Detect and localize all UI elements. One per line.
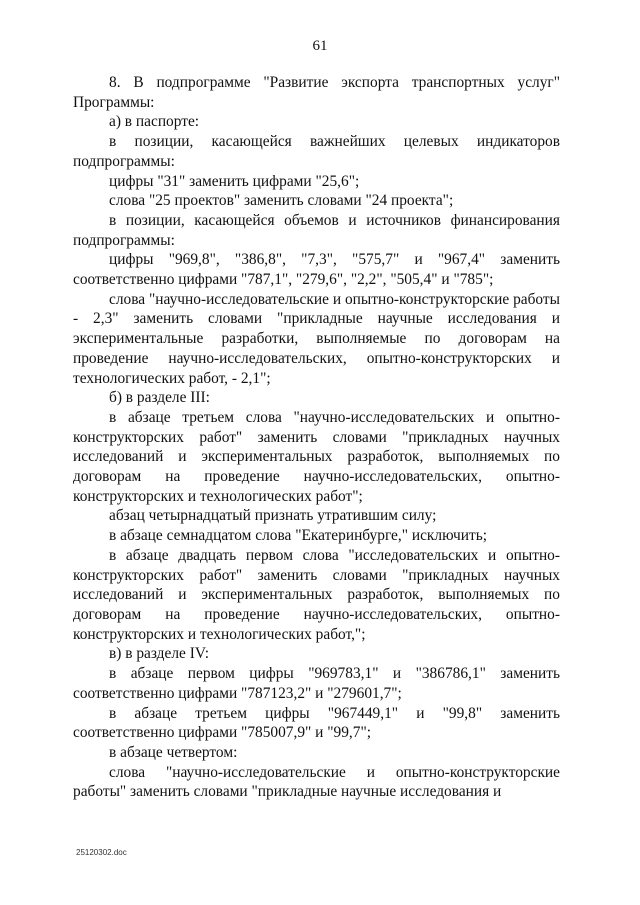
paragraph: в позиции, касающейся объемов и источников финансирования подпрограммы: [73,211,560,249]
paragraph: слова "научно-исследовательские и опытно-конструкторские работы - 2,3" заменить словами "прикладные научные исследования и экспериментальные разработки, выполняемые по договорам на проведение научно-исследовательских, опытно-конструкторских и технологических работ, - 2,1"; [73,290,560,387]
paragraph: в абзаце двадцать первом слова "исследовательских и опытно-конструкторских работ" заменить словами "прикладных научных исследований и экспериментальных разработок, выполняемых по договорам на проведение научно-исследовательских, опытно-конструкторских и технологических работ,"; [73,546,560,643]
document-file-code: 25120302.doc [76,848,127,857]
paragraph: в абзаце третьем цифры "967449,1" и "99,8" заменить соответственно цифрами "785007,9" и "99,7"; [73,704,560,742]
paragraph: а) в паспорте: [109,113,200,131]
paragraph: слова "научно-исследовательские и опытно-конструкторские работы" заменить словами "прикладные научные исследования и [73,763,560,801]
paragraph: цифры "31" заменить цифрами "25,6"; [109,172,360,190]
paragraph: слова "25 проектов" заменить словами "24 проекта"; [109,192,454,210]
paragraph: б) в разделе III: [109,389,210,407]
paragraph: абзац четырнадцатый признать утратившим силу; [109,507,437,525]
paragraph: в абзаце третьем слова "научно-исследовательских и опытно-конструкторских работ" заменить словами "прикладных научных исследований и экспериментальных разработок, выполняемых по договорам на проведение научно-исследовательских, опытно-конструкторских и технологических работ"; [73,408,560,505]
page-number: 61 [312,38,328,54]
paragraph: в абзаце первом цифры "969783,1" и "386786,1" заменить соответственно цифрами "787123,2" и "279601,7"; [73,665,560,702]
paragraph: 8. В подпрограмме "Развитие экспорта транспортных услуг" Программы: [73,74,560,111]
paragraph: в) в разделе IV: [109,645,210,663]
paragraph: в абзаце четвертом: [109,743,238,761]
document-body [73,73,560,802]
paragraph: цифры "969,8", "386,8", "7,3", "575,7" и "967,4" заменить соответственно цифрами "787,1", "279,6", "2,2", "505,4" и "785"; [73,251,560,289]
paragraph: в позиции, касающейся важнейших целевых индикаторов подпрограммы: [73,133,560,170]
paragraph: в абзаце семнадцатом слова "Екатеринбурге," исключить; [109,527,487,545]
